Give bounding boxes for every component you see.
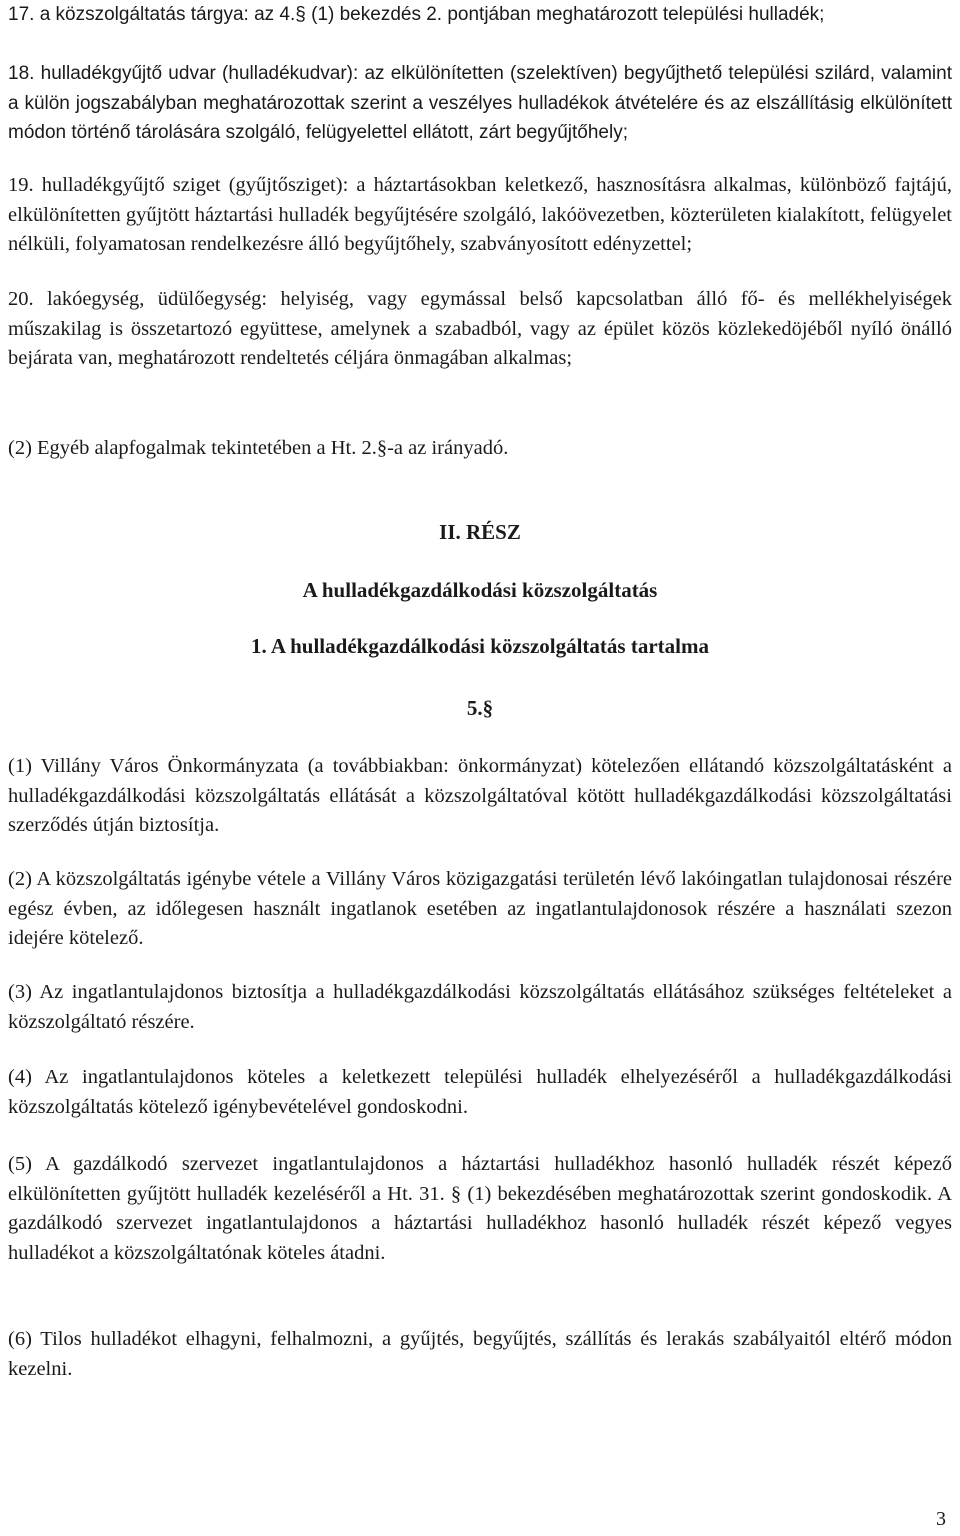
paragraph-2-basic-terms: (2) Egyéb alapfogalmak tekintetében a Ht. 2.§-a az irányadó. [8, 437, 509, 459]
section-title: 1. A hulladékgazdálkodási közszolgáltatás tartalma [251, 634, 709, 658]
part-title: II. RÉSZ [439, 520, 521, 544]
definition-20: 20. lakóegység, üdülőegység: helyiség, vagy egymással belső kapcsolatban álló fő- és mellékhelyiségek műszakilag is összetartozó együttese, amelynek a szabadból, vagy az épület közös közlekedöjéből nyíló önálló bejárata van, meghatározott rendeltetés céljára önmagában alkalmas; [8, 288, 952, 369]
definition-19: 19. hulladékgyűjtő sziget (gyűjtősziget): a háztartásokban keletkező, hasznosításra alkalmas, különböző fajtájú, elkülönítetten gyűjtött háztartási hulladék begyűjtésére szolgáló, lakóövezetben, közterületen kialakított, felügyelet nélküli, folyamatosan rendelkezésre álló begyűjtőhely, szabványosított edényzettel; [8, 174, 952, 255]
paragraph-mark: 5.§ [466, 696, 494, 720]
part-subtitle: A hulladékgazdálkodási közszolgáltatás [302, 578, 658, 602]
definition-18: 18. hulladékgyűjtő udvar (hulladékudvar): az elkülönítetten (szelektíven) begyűjthető települési szilárd, valamint a külön jogszabályban meghatározottak szerint a veszélyes hulladékok átvételére és az elszállításig elkülönített módon történő tárolására szolgáló, felügyelettel ellátott, zárt begyűjtőhely; [8, 63, 952, 143]
section-para-3: (3) Az ingatlantulajdonos biztosítja a hulladékgazdálkodási közszolgáltatás ellátásához szükséges feltételeket a közszolgáltató részére. [8, 981, 952, 1033]
section-para-1: (1) Villány Város Önkormányzata (a továbbiakban: önkormányzat) kötelezően ellátandó közszolgáltatásként a hulladékgazdálkodási közszolgáltatás ellátását a közszolgáltatóval kötött hulladékgazdálkodási közszolgáltatási szerződés útján biztosítja. [8, 755, 952, 836]
section-para-4: (4) Az ingatlantulajdonos köteles a keletkezett települési hulladék elhelyezéséről a hulladékgazdálkodási közszolgáltatás kötelező igénybevételével gondoskodni. [8, 1066, 952, 1118]
section-para-2: (2) A közszolgáltatás igénybe vétele a Villány Város közigazgatási területén lévő lakóingatlan tulajdonosai részére egész évben, az időlegesen használt ingatlanok esetében az ingatlantulajdonosok részére a használati szezon idejére kötelező. [8, 868, 952, 949]
section-para-6: (6) Tilos hulladékot elhagyni, felhalmozni, a gyűjtés, begyűjtés, szállítás és lerakás szabályaitól eltérő módon kezelni. [8, 1328, 952, 1380]
section-para-5: (5) A gazdálkodó szervezet ingatlantulajdonos a háztartási hulladékhoz hasonló hulladék részét képező elkülönítetten gyűjtött hulladék kezeléséről a Ht. 31. § (1) bekezdésében meghatározottak szerint gondoskodik. A gazdálkodó szervezet ingatlantulajdonos a háztartási hulladékhoz hasonló hulladék részét képező vegyes hulladékot a közszolgáltatónak köteles átadni. [8, 1153, 952, 1264]
page-number: 3 [936, 1508, 946, 1530]
definition-17: 17. a közszolgáltatás tárgya: az 4.§ (1) bekezdés 2. pontjában meghatározott települési hulladék; [8, 4, 825, 25]
